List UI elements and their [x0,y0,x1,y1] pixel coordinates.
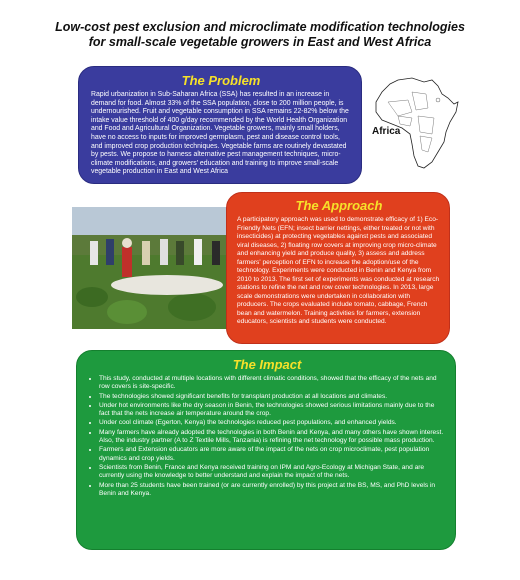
impact-item: • Under hot environments like the dry season in Benin, the technologies showed serious limitations mainly due to the fact that the nets increase air temperature around the crop. [99,402,445,419]
impact-item: • More than 25 students have been trained (or are currently enrolled) by this project at the BS, MS, and PhD levels in Benin and Kenya. [99,482,445,499]
impact-item: • Farmers and Extension educators are more aware of the impact of the nets on crop microclimate, pest population dynamics and crop yields. [99,446,445,463]
africa-outline [376,78,458,168]
impact-item: • Scientists from Benin, France and Kenya received training on IPM and Agro-Ecology at Michigan State, and are currently using the knowledge to better understand and explain the impact of the nets. [99,464,445,481]
africa-map-image [368,72,464,174]
map-label: Africa [372,126,401,137]
impact-item: • The technologies showed significant benefits for transplant production at all locations and climates. [99,393,445,401]
poster-title [10,20,510,50]
approach-text: A participatory approach was used to demonstrate efficacy of 1) Eco-Friendly Nets (EFN; insect barrier nettings, either treated or not with insecticides) at protecting vegetables against pests and associated viral diseases, 2) floating row covers at improving crop micro-climate and enhancing yield and produce quality, 3) assess and address farmers' perception of EFN to increase the adoption/use of the technology. Experiments were conducted in Benin and Kenya from 2010 to 2013. The first set of experiments was conducted at research stations to refine the net and row cover technologies. In 2013, large scale demonstrations were undertaken in collaboration with producers. The crops evaluated include tomato, cabbage, French bean and watermelon. Training activities for farmers, extension educators, scientists and students were conducted. [237,216,440,325]
title-line-1: Low-cost pest exclusion and microclimate modification technologies [55,20,465,34]
impact-panel [76,350,456,550]
impact-list [89,375,445,498]
field-photo [72,207,232,329]
title-line-2: for small-scale vegetable growers in East and West Africa [88,35,432,49]
impact-heading: The Impact [232,357,302,372]
problem-text: Rapid urbanization in Sub-Saharan Africa (SSA) has resulted in an increase in demand for food. Almost 33% of the SSA population, close to 200 million people, is undernourished. Fruit and vegetable consumption in SSA remains 22-82% below the intake value threshold of 400 g/day recommended by the World Health Organization and Food and Agricultural Organization. Vegetable growers, mainly small holders, have no access to inputs for improved germplasm, pest and disease control tools, and improved crop production techniques. Vegetable farms are routinely devastated by pests. We propose to harness alternative pest management techniques, micro-climate modifications, and growers' education and training to improve small-scale vegetable production in East and West Africa [91,91,349,176]
field-photo-image [72,207,232,329]
problem-heading: The Problem [181,73,261,88]
impact-item: • This study, conducted at multiple locations with different climatic conditions, showed that the efficacy of the nets and row covers is site-specific. [99,375,445,392]
approach-panel [226,192,450,344]
impact-item: • Many farmers have already adopted the technologies in both Benin and Kenya, and many others have shown interest. Also, the industry partner (A to Z Textile Mills, Tanzania) is refining the net technology for possible mass production. [99,429,445,446]
problem-panel [78,66,362,184]
approach-heading: The Approach [295,198,383,213]
impact-item: • Under cool climate (Egerton, Kenya) the technologies reduced pest populations, and enhanced yields. [99,419,445,427]
